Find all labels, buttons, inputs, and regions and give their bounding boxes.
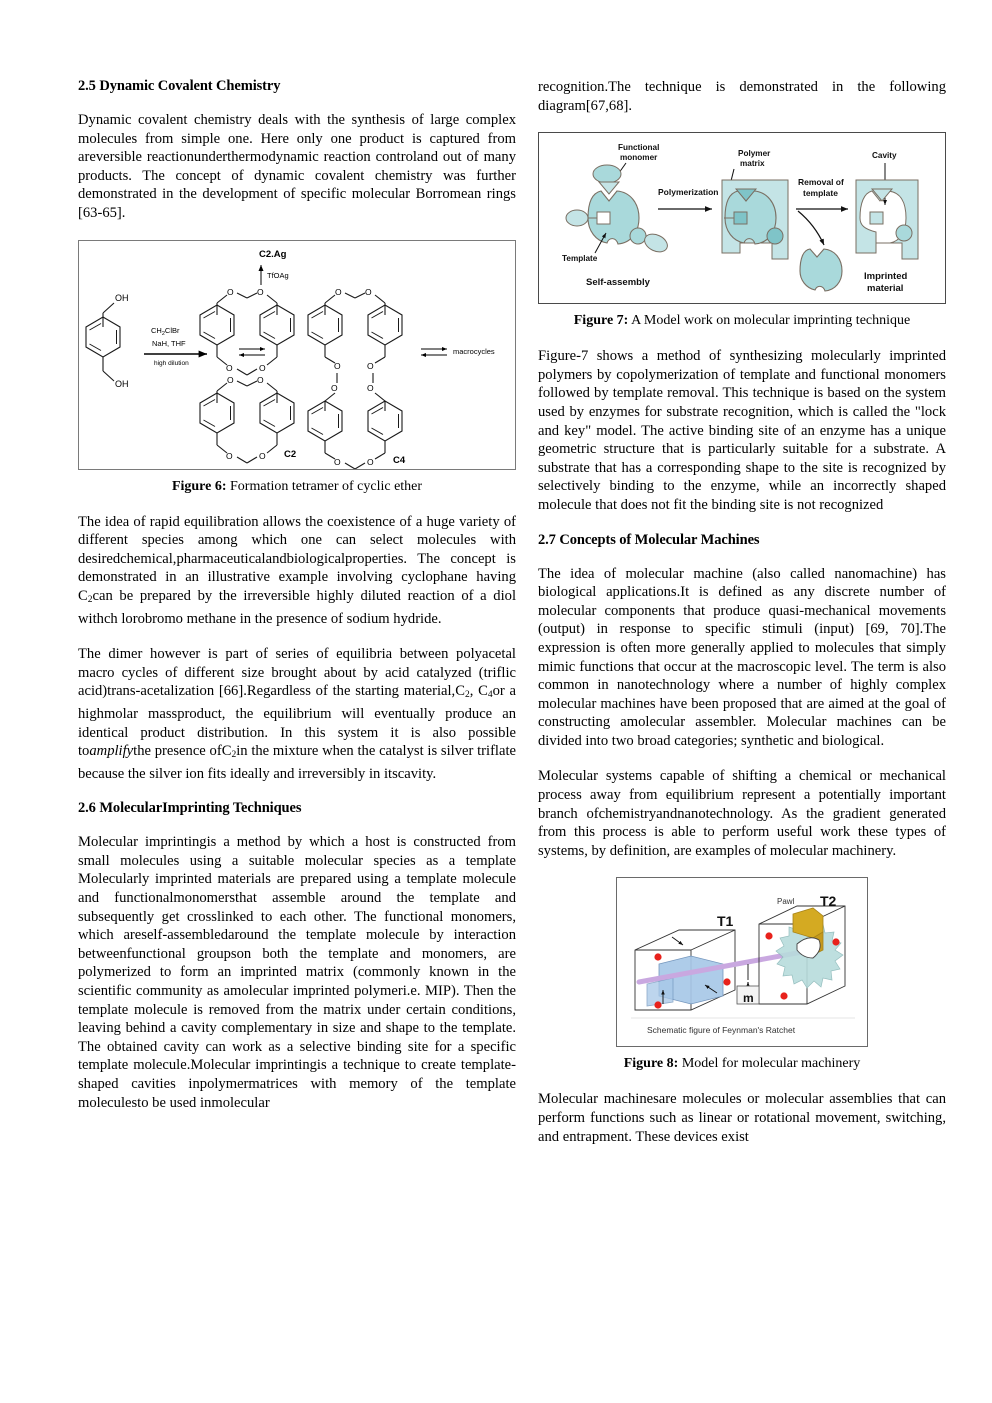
- figure-8-caption-text: Model for molecular machinery: [681, 1056, 861, 1072]
- para-3-sub-2: 4: [487, 690, 493, 701]
- figure-6-caption: [78, 478, 516, 495]
- svg-text:m: m: [743, 991, 754, 1006]
- para-3-part-d: the presence ofC: [133, 743, 232, 760]
- svg-text:T1: T1: [717, 913, 734, 930]
- section-heading-2-6: 2.6 MolecularImprinting Techniques: [78, 800, 302, 817]
- para-3-sub-1: 2: [464, 690, 470, 701]
- svg-text:Cavity: Cavity: [872, 151, 897, 161]
- figure-7-image: [538, 132, 946, 304]
- figure-8-image: [616, 877, 868, 1047]
- svg-text:O: O: [226, 362, 233, 373]
- svg-text:O: O: [334, 456, 341, 467]
- left-column: [78, 78, 516, 1363]
- paragraph-final: Molecular machinesare molecules or molecular assemblies that can perform functions such as linear or rotational movement, switching, and entrapment. These devices exist: [538, 1091, 946, 1145]
- svg-text:O: O: [335, 286, 342, 297]
- two-column-layout: [78, 78, 946, 1363]
- svg-text:OH: OH: [115, 292, 129, 303]
- figure-6-caption-label: Figure 6:: [171, 478, 227, 494]
- figure-8-caption: [538, 1055, 946, 1072]
- section-heading-2-5: 2.5 Dynamic Covalent Chemistry: [78, 78, 281, 94]
- svg-text:T2: T2: [820, 893, 837, 910]
- svg-text:O: O: [259, 450, 266, 461]
- svg-text:TfOAg: TfOAg: [267, 270, 289, 280]
- svg-text:high dilution: high dilution: [154, 359, 189, 367]
- svg-text:matrix: matrix: [740, 159, 765, 169]
- svg-text:Polymerization: Polymerization: [658, 187, 719, 198]
- svg-text:Self-assembly: Self-assembly: [586, 277, 650, 289]
- figure-6-caption-text: Formation tetramer of cyclic ether: [230, 478, 423, 494]
- para-3-italic-amplify: amplify: [89, 743, 134, 760]
- svg-text:Imprinted: Imprinted: [864, 271, 908, 283]
- para-2-part-a: The idea of rapid equilibration allows the coexistence of a huge variety of different species among which one can select molecules with: [78, 513, 516, 549]
- svg-text:O: O: [365, 286, 372, 297]
- para-3-part-a: The dimer however is part of series of equilibria between polyacetal macro cycles of different size brought about by acid catalyzed (triflic acid)trans-acetalization [66].Regardless of the starting material,C: [78, 646, 516, 700]
- svg-text:Template: Template: [562, 254, 598, 264]
- paragraph-molecular-systems: Molecular systems capable of shifting a chemical or mechanical process away from equilibrium represent a potentially important branch ofchemistryandnanotechnology. As the gradient generated from this process is able to perform useful work these types of systems, by definition, are examples of molecular machinery.: [538, 768, 946, 859]
- paragraph-rapid-equilibration: [78, 513, 516, 629]
- svg-text:monomer: monomer: [620, 153, 658, 163]
- para-3-part-c: or a highmolar massproduct, the equilibrium will eventually produce an identical product distribution. In this system it is also possible to: [78, 683, 516, 760]
- svg-text:O: O: [367, 456, 374, 467]
- svg-text:C2: C2: [284, 448, 297, 460]
- svg-text:Pawl: Pawl: [777, 897, 795, 907]
- para-2-part-b: desiredchemical,pharmaceuticalandbiologicalproperties. The concept is demonstrated in an illustrative example involving cyclophane having C: [78, 550, 516, 604]
- svg-text:NaH, THF: NaH, THF: [152, 338, 186, 348]
- svg-text:OH: OH: [115, 378, 129, 389]
- svg-text:O: O: [227, 286, 234, 297]
- para-3-part-b: , C: [469, 683, 488, 700]
- svg-text:O: O: [226, 450, 233, 461]
- svg-text:O: O: [367, 382, 374, 393]
- paragraph-dimer-equilibria: [78, 645, 516, 783]
- paragraph-dynamic-covalent: Dynamic covalent chemistry deals with the synthesis of large complex molecules from simple one. Here only one product is captured from areversible reactionunderthermodynamic reaction controland out of many products. The concept of dynamic covalent chemistry was further demonstrated in the development of specific molecular Borromean rings [63-65].: [78, 112, 516, 221]
- para-3-sub-3: 2: [231, 750, 237, 761]
- svg-text:Functional: Functional: [618, 143, 660, 153]
- svg-text:CH2ClBr: $CH_2ClBr$: [151, 325, 180, 337]
- figure-8-caption-label: Figure 8:: [623, 1056, 679, 1072]
- para-2-part-c: can be prepared by the irreversible highly diluted reaction of a diol withch lorobromo methane in the presence of sodium hydride.: [78, 587, 516, 627]
- svg-text:macrocycles: macrocycles: [453, 346, 495, 356]
- svg-text:O: O: [331, 382, 338, 393]
- svg-text:O: O: [367, 360, 374, 371]
- paragraph-molecular-machine-idea: The idea of molecular machine (also called nanomachine) has biological applications.It is defined as any discrete number of molecular components that produce quasi-mechanical movements (output) in response to specific stimuli (input) [69, 70].The expression is often more generally applied to molecules that simply mimic functions that occur at the macroscopic level. The term is also common in nanotechnology where a number of highly complex molecular machines have been proposed that are aimed at the goal of constructing amolecular assembler. Molecular machines can be divided into two broad categories; synthetic and biological.: [538, 565, 946, 749]
- svg-text:Schematic figure of Feynman's: Schematic figure of Feynman's Ratchet: [647, 1025, 796, 1036]
- para-3-part-e: in the mixture when the catalyst is silver triflate because the silver ion fits ideally and irreversibly in itscavity.: [78, 743, 516, 782]
- paragraph-molecular-imprinting: Molecular imprintingis a method by which a host is constructed from small molecules using a suitable molecular species as a template Molecularly imprinted materials are prepared using a template molecule and functionalmonomersthat assemble around the template and subsequently get crosslinked to each other. The functional monomers, which areself-assembledaround the template molecule by interaction betweenfunctional groupson both the template and monomers, are polymerized to form an imprinted matrix (commonly known in the scientific community as amolecular imprinted polymeri.e. MIP). Then the template molecule is removed from the matrix under certain conditions, leaving behind a cavity complementary in size and shape to the template. The obtained cavity can work as a selective binding site for a specific template molecule.Molecular imprintingis a technique to create template-shaped cavities inpolymermatrices with memory of the template moleculesto be used inmolecular: [78, 834, 516, 1111]
- svg-text:O: O: [259, 362, 266, 373]
- svg-text:C2.Ag: C2.Ag: [259, 248, 287, 260]
- paragraph-figure-7-description: Figure-7 shows a method of synthesizing molecularly imprinted polymers by copolymerization of template and functional monomers followed by template removal. This technique is based on the system used by enzymes for substrate recognition, which is called the "lock and key" model. The active binding site of an enzyme has a unique geometric structure that is particularly suitable for a substrate. A substrate that has a corresponding shape to the site is recognized by selectively binding to the enzyme, while an incorrectly shaped molecule that does not fit the binding site is not recognized: [538, 348, 946, 513]
- svg-text:O: O: [334, 360, 341, 371]
- right-column: [538, 78, 946, 1363]
- figure-7-caption-label: Figure 7:: [573, 313, 629, 329]
- figure-7-caption-text: A Model work on molecular imprinting technique: [631, 313, 911, 329]
- para-2-subscript: 2: [87, 594, 93, 605]
- figure-8-container: [538, 877, 946, 1047]
- svg-text:template: template: [803, 188, 838, 199]
- svg-text:material: material: [867, 283, 904, 295]
- paragraph-recognition-continuation: recognition.The technique is demonstrated in the following diagram[67,68].: [538, 79, 946, 114]
- svg-text:C4: C4: [393, 454, 406, 466]
- figure-7-caption: [538, 312, 946, 329]
- svg-text:O: O: [257, 286, 264, 297]
- svg-text:Removal of: Removal of: [798, 177, 844, 188]
- svg-text:O: O: [257, 374, 264, 385]
- svg-text:O: O: [227, 374, 234, 385]
- figure-6-image: [78, 240, 516, 470]
- section-heading-2-7: 2.7 Concepts of Molecular Machines: [538, 531, 760, 548]
- svg-text:Polymer: Polymer: [738, 149, 771, 159]
